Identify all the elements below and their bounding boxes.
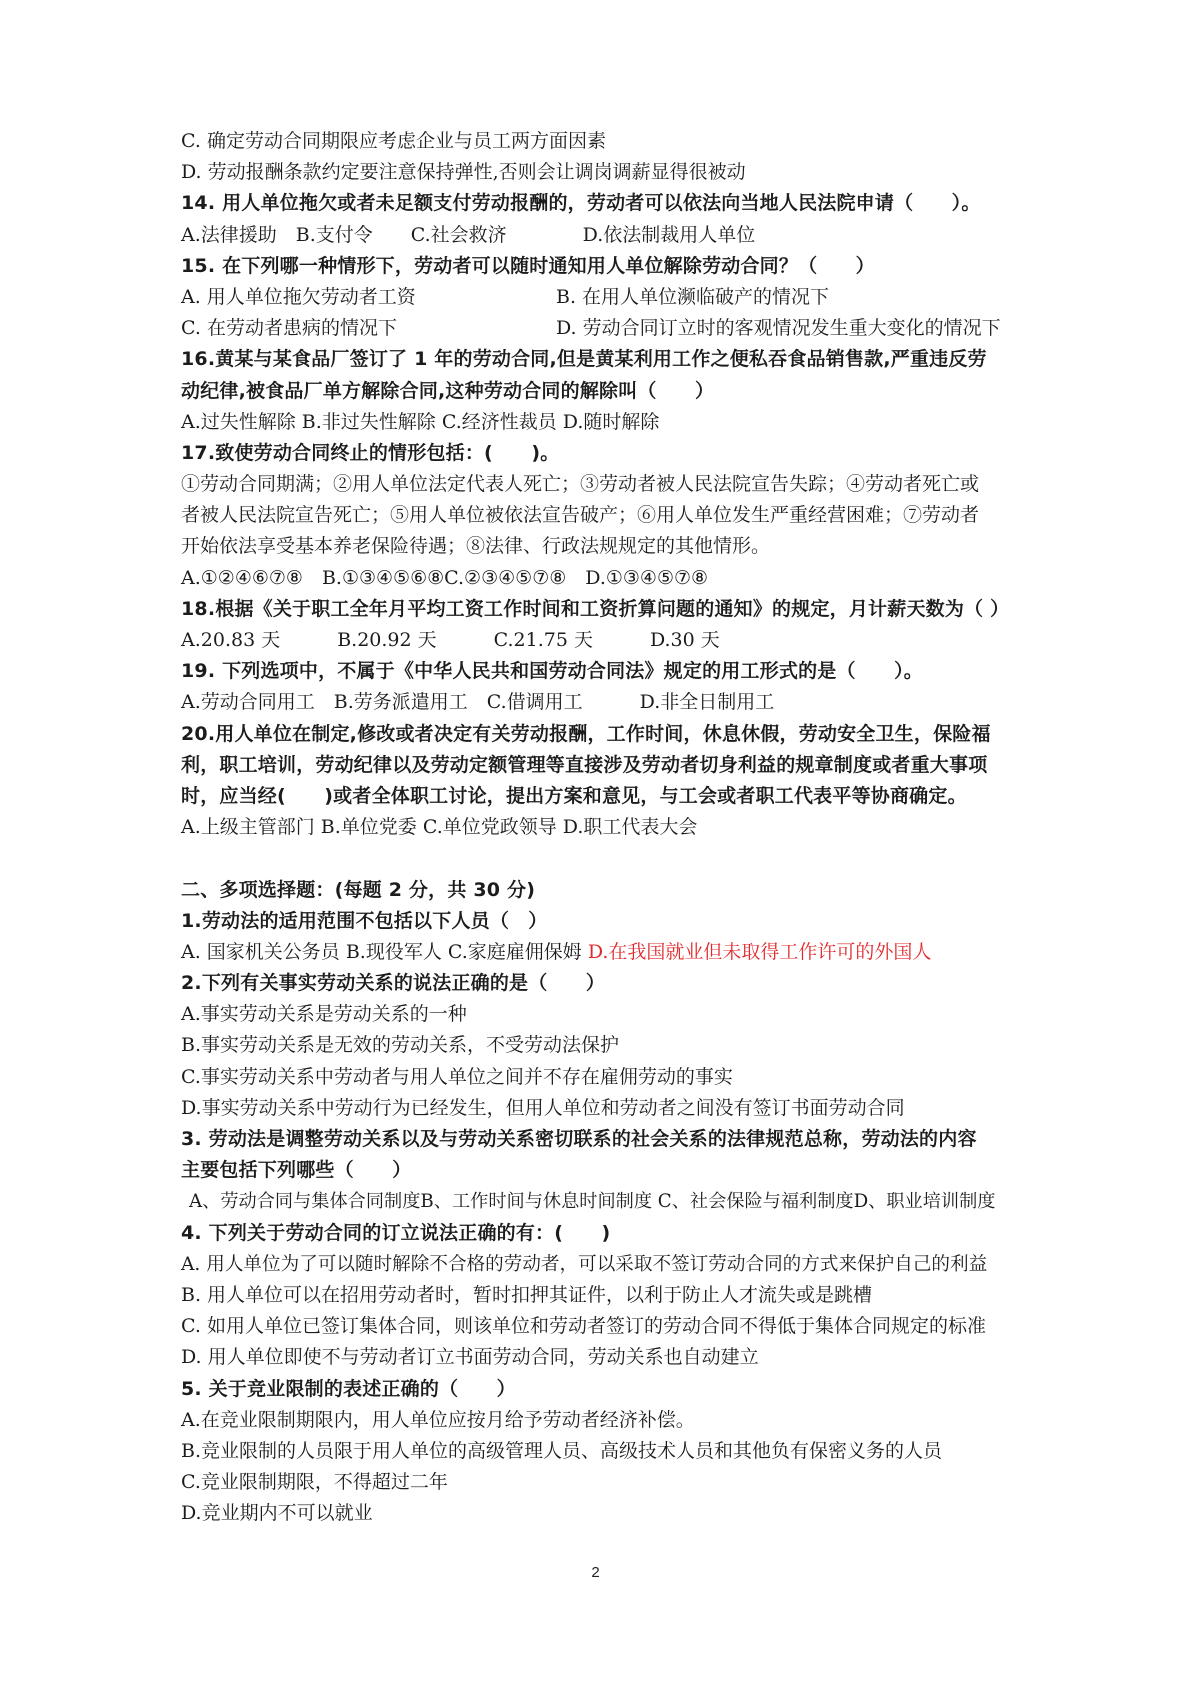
- q15-option-b: B. 在用人单位濒临破产的情况下: [556, 285, 830, 308]
- question-18: 18.根据《关于职工全年月平均工资工作时间和工资折算问题的通知》的规定，月计薪天数为（ ）: [181, 597, 1010, 620]
- q16-options: A.过失性解除 B.非过失性解除 C.经济性裁员 D.随时解除: [181, 410, 660, 433]
- mc-q4-option-c: C. 如用人单位已签订集体合同，则该单位和劳动者签订的劳动合同不得低于集体合同规定的标准: [181, 1315, 986, 1338]
- question-16-line1: 16.黄某与某食品厂签订了 1 年的劳动合同,但是黄某利用工作之便私吞食品销售款,严重违反劳: [181, 348, 987, 371]
- q13-option-c: C. 确定劳动合同期限应考虑企业与员工两方面因素: [181, 130, 606, 152]
- section-heading-multiple-choice: 二、多项选择题：(每题 2 分，共 30 分): [181, 878, 536, 901]
- question-17: 17.致使劳动合同终止的情形包括：( )。: [181, 441, 560, 464]
- q15-option-a: A. 用人单位拖欠劳动者工资: [181, 285, 416, 308]
- mc-q5-option-c: C.竞业限制期限，不得超过二年: [181, 1471, 448, 1494]
- mc-question-1: 1.劳动法的适用范围不包括以下人员（ ）: [181, 909, 548, 932]
- q19-options: A.劳动合同用工 B.劳务派遣用工 C.借调用工 D.非全日制用工: [181, 691, 775, 714]
- q18-options: A.20.83 天 B.20.92 天 C.21.75 天 D.30 天: [181, 629, 720, 651]
- mc-q5-option-d: D.竞业期内不可以就业: [181, 1502, 373, 1525]
- document-page: [181, 126, 1081, 1529]
- q17-statement-line2: 者被人民法院宣告死亡；⑤用人单位被依法宣告破产；⑥用人单位发生严重经营困难；⑦劳动者: [181, 504, 980, 527]
- mc-q2-option-d: D.事实劳动关系中劳动行为已经发生，但用人单位和劳动者之间没有签订书面劳动合同: [181, 1096, 905, 1119]
- q17-statement-line1: ①劳动合同期满；②用人单位法定代表人死亡；③劳动者被人民法院宣告失踪；④劳动者死亡或: [181, 473, 980, 496]
- mc-q3-options: A、劳动合同与集体合同制度B、工作时间与休息时间制度 C、社会保险与福利制度D、职业培训制度: [189, 1191, 996, 1213]
- question-16-line2: 动纪律,被食品厂单方解除合同,这种劳动合同的解除叫（ ）: [181, 379, 715, 402]
- mc-q2-option-b: B.事实劳动关系是无效的劳动关系，不受劳动法保护: [181, 1034, 620, 1057]
- question-20-line2: 利，职工培训，劳动纪律以及劳动定额管理等直接涉及劳动者切身利益的规章制度或者重大事项: [181, 753, 988, 776]
- mc-question-2: 2.下列有关事实劳动关系的说法正确的是（ ）: [181, 972, 606, 995]
- q20-options: A.上级主管部门 B.单位党委 C.单位党政领导 D.职工代表大会: [181, 816, 698, 839]
- mc-q4-option-a: A. 用人单位为了可以随时解除不合格的劳动者，可以采取不签订劳动合同的方式来保护自己的利益: [181, 1253, 988, 1275]
- mc-q1-options: [181, 937, 1081, 968]
- q15-option-d: D. 劳动合同订立时的客观情况发生重大变化的情况下: [556, 317, 1001, 340]
- mc-question-4: 4. 下列关于劳动合同的订立说法正确的有：( ): [181, 1221, 611, 1244]
- question-14: 14. 用人单位拖欠或者未足额支付劳动报酬的，劳动者可以依法向当地人民法院申请（ ）。: [181, 192, 981, 215]
- mc-question-3-line2: 主要包括下列哪些（ ）: [181, 1159, 412, 1182]
- mc-q2-option-a: A.事实劳动关系是劳动关系的一种: [181, 1003, 467, 1026]
- mc-q1-option-d-highlighted: D.在我国就业但未取得工作许可的外国人: [587, 940, 932, 963]
- mc-q5-option-b: B.竞业限制的人员限于用人单位的高级管理人员、高级技术人员和其他负有保密义务的人员: [181, 1439, 943, 1462]
- mc-q5-option-a: A.在竞业限制期限内，用人单位应按月给予劳动者经济补偿。: [181, 1408, 695, 1431]
- mc-q4-option-b: B. 用人单位可以在招用劳动者时，暂时扣押其证件，以利于防止人才流失或是跳槽: [181, 1283, 873, 1306]
- q13-option-d: D. 劳动报酬条款约定要注意保持弹性,否则会让调岗调薪显得很被动: [181, 161, 746, 184]
- q17-options: A.①②④⑥⑦⑧ B.①③④⑤⑥⑧C.②③④⑤⑦⑧ D.①③④⑤⑦⑧: [181, 566, 709, 589]
- mc-question-3-line1: 3. 劳动法是调整劳动关系以及与劳动关系密切联系的社会关系的法律规范总称，劳动法的内容: [181, 1128, 977, 1150]
- mc-question-5: 5. 关于竞业限制的表述正确的（ ）: [181, 1377, 516, 1400]
- q14-options: A.法律援助 B.支付令 C.社会救济 D.依法制裁用人单位: [181, 223, 756, 246]
- question-15: 15. 在下列哪一种情形下，劳动者可以随时通知用人单位解除劳动合同？（ ）: [181, 254, 875, 277]
- q15-options-row1: [181, 282, 1081, 313]
- page-number: 2: [591, 1564, 600, 1581]
- question-20-line3: 时，应当经( )或者全体职工讨论，提出方案和意见，与工会或者职工代表平等协商确定。: [181, 784, 967, 807]
- question-20-line1: 20.用人单位在制定,修改或者决定有关劳动报酬，工作时间，休息休假，劳动安全卫生，保险福: [181, 722, 991, 745]
- mc-q4-option-d: D. 用人单位即使不与劳动者订立书面劳动合同，劳动关系也自动建立: [181, 1346, 759, 1369]
- question-19: 19. 下列选项中，不属于《中华人民共和国劳动合同法》规定的用工形式的是（ ）。: [181, 660, 923, 683]
- q15-option-c: C. 在劳动者患病的情况下: [181, 317, 397, 340]
- mc-q1-options-abc: A. 国家机关公务员 B.现役军人 C.家庭雇佣保姆: [181, 940, 588, 963]
- section-spacer: [181, 843, 1081, 874]
- mc-q2-option-c: C.事实劳动关系中劳动者与用人单位之间并不存在雇佣劳动的事实: [181, 1065, 733, 1088]
- q17-statement-line3: 开始依法享受基本养老保险待遇；⑧法律、行政法规规定的其他情形。: [181, 535, 771, 558]
- q15-options-row2: [181, 313, 1081, 344]
